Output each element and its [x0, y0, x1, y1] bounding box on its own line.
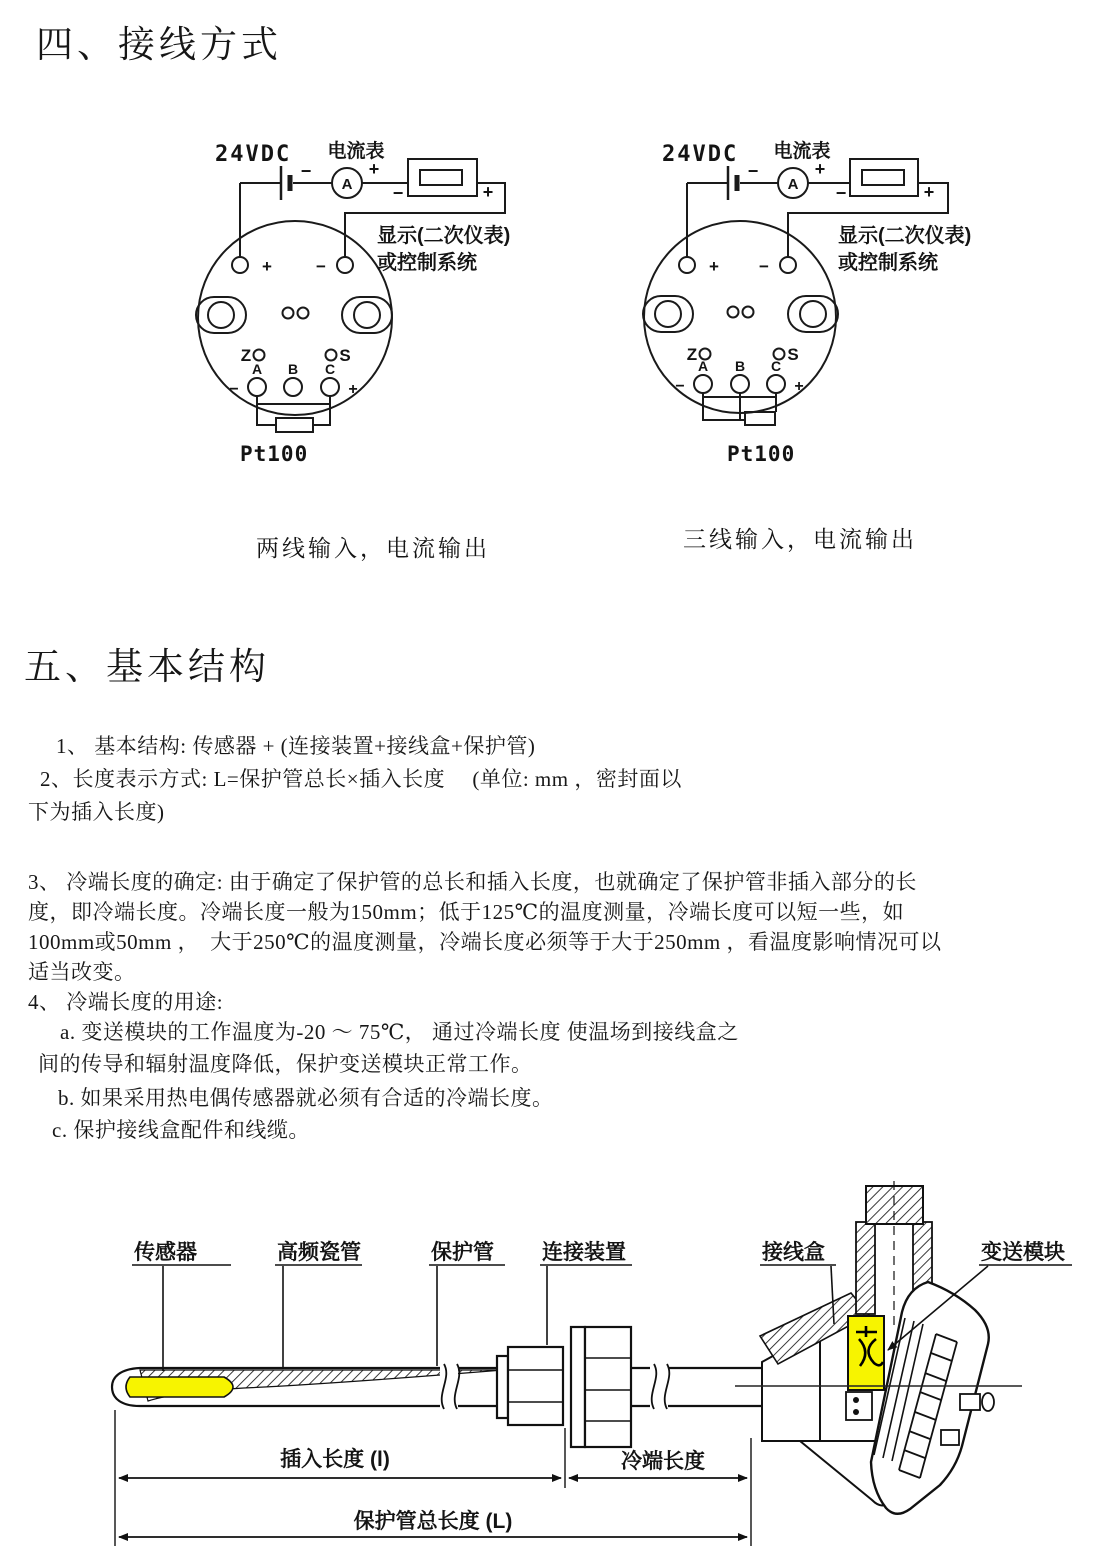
display-label-1: 显示(二次仪表)	[377, 225, 511, 247]
z-label: Z	[240, 346, 252, 365]
assembly-label-tube: 保护管	[431, 1241, 494, 1264]
plus-sign: +	[709, 257, 719, 276]
terminal-head-outline	[644, 221, 836, 413]
connection-device	[497, 1327, 631, 1447]
note-line-4c: c. 保护接线盒配件和线缆。	[52, 1118, 310, 1142]
plus-sign: +	[482, 182, 494, 202]
pt100-loop	[257, 396, 330, 404]
dim-label-total: 保护管总长度 (L)	[353, 1510, 513, 1533]
terminal-c	[767, 375, 785, 393]
dimension-lines	[115, 1410, 751, 1546]
plus-sign: +	[794, 378, 804, 395]
supply-plus-terminal	[679, 257, 695, 273]
cover-screw-knob	[982, 1393, 994, 1411]
display-box	[850, 159, 918, 196]
display-label-2: 或控制系统	[838, 252, 938, 274]
junction-box-head	[735, 1181, 1022, 1514]
pt100-label: Pt100	[240, 442, 309, 466]
dim-label-cold-end: 冷端长度	[621, 1450, 705, 1473]
supply-minus-terminal	[780, 257, 796, 273]
a-label: A	[697, 358, 709, 374]
assembly-label-ceramic: 高频瓷管	[277, 1241, 361, 1264]
terminal-a	[694, 375, 712, 393]
plus-sign: +	[923, 182, 935, 202]
b-label: B	[734, 358, 746, 374]
display-label-2: 或控制系统	[377, 252, 477, 274]
supply-label: 24VDC	[215, 142, 292, 167]
note-line-3c: 100mm或50mm ， 大于250℃的温度测量，冷端长度必须等于大于250mm ，看温度影响情况可以	[28, 930, 942, 954]
display-box	[408, 159, 477, 196]
display-window	[862, 170, 904, 185]
z-label: Z	[686, 345, 698, 364]
c-label: C	[324, 361, 336, 377]
pt100-label: Pt100	[727, 442, 796, 466]
note-line-4b: b. 如果采用热电偶传感器就必须有合适的冷端长度。	[58, 1086, 554, 1110]
terminal-b	[731, 375, 749, 393]
minus-sign: −	[675, 378, 685, 395]
section4-title: 四、接线方式	[36, 25, 282, 66]
note-line-3d: 适当改变。	[28, 960, 136, 984]
dim-label-insertion: 插入长度 (l)	[280, 1448, 390, 1471]
note-line-3a: 3、 冷端长度的确定: 由于确定了保护管的总长和插入长度，也就确定了保护管非插入部分的长	[28, 870, 917, 894]
minus-sign: −	[759, 257, 769, 276]
terminal-head-outline	[198, 221, 392, 415]
pt100-resistor	[745, 412, 775, 425]
b-label: B	[287, 361, 299, 377]
probe-assembly-drawing	[0, 1178, 1100, 1564]
plus-sign: +	[814, 159, 826, 179]
note-line-4a1: a. 变送模块的工作温度为-20 ～ 75℃， 通过冷端长度 使温场到接线盒之	[60, 1020, 739, 1044]
caption-two-wire: 两线输入，电流输出	[256, 536, 490, 561]
supply-label: 24VDC	[662, 142, 739, 167]
note-line-4a2: 间的传导和辐射温度降低，保护变送模块正常工作。	[38, 1052, 533, 1076]
cover-screw-1	[960, 1394, 980, 1410]
z-terminal	[254, 350, 265, 361]
note-line-3b: 度，即冷端长度。冷端长度一般为150mm；低于125℃的温度测量，冷端长度可以短一些，如	[28, 900, 905, 924]
terminal-block	[846, 1392, 872, 1420]
assembly-label-module: 变送模块	[981, 1241, 1065, 1264]
note-line-4: 4、 冷端长度的用途:	[28, 990, 224, 1014]
plus-sign: +	[262, 257, 272, 276]
minus-sign: −	[392, 183, 404, 203]
minus-sign: −	[747, 161, 759, 181]
a-label: A	[251, 361, 263, 377]
supply-plus-terminal	[232, 257, 248, 273]
two-wire-circuit-diagram	[110, 128, 530, 478]
s-label: S	[339, 346, 351, 365]
assembly-label-box: 接线盒	[762, 1241, 825, 1264]
minus-sign: −	[316, 257, 326, 276]
ammeter-letter: A	[341, 176, 353, 193]
hex-block-1	[508, 1347, 563, 1425]
minus-sign: −	[835, 183, 847, 203]
caption-three-wire: 三线输入，电流输出	[683, 527, 917, 552]
thread-boss-left	[856, 1222, 875, 1314]
minus-sign: −	[300, 161, 312, 181]
ammeter-label: 电流表	[773, 141, 831, 162]
hex-block-2	[585, 1327, 631, 1447]
s-terminal	[326, 350, 337, 361]
section5-title: 五、基本结构	[24, 647, 270, 688]
supply-minus-terminal	[337, 257, 353, 273]
protection-tube	[112, 1364, 503, 1409]
three-wire-circuit-diagram	[555, 128, 985, 478]
c-label: C	[770, 358, 782, 374]
note-line-2a: 2、长度表示方式: L=保护管总长×插入长度 (单位: mm ，密封面以	[40, 767, 682, 791]
minus-sign: −	[229, 381, 239, 398]
terminal-c	[321, 378, 339, 396]
flange	[571, 1327, 585, 1447]
plus-sign: +	[368, 159, 380, 179]
display-label-1: 显示(二次仪表)	[838, 225, 972, 247]
sensor-element-highlight	[126, 1377, 233, 1397]
cover-screw-2	[941, 1430, 959, 1445]
s-label: S	[787, 345, 799, 364]
note-line-1: 1、 基本结构: 传感器 + (连接装置+接线盒+保护管)	[56, 734, 536, 758]
terminal-a	[248, 378, 266, 396]
note-line-2b: 下为插入长度)	[28, 800, 165, 824]
display-window	[420, 170, 462, 185]
pt100-resistor	[276, 418, 313, 432]
terminal-b	[284, 378, 302, 396]
ammeter-label: 电流表	[327, 141, 385, 162]
collar	[497, 1356, 508, 1418]
ammeter-letter: A	[787, 176, 799, 193]
plus-sign: +	[348, 381, 358, 398]
assembly-label-connector: 连接装置	[542, 1241, 626, 1264]
assembly-label-sensor: 传感器	[134, 1241, 197, 1264]
